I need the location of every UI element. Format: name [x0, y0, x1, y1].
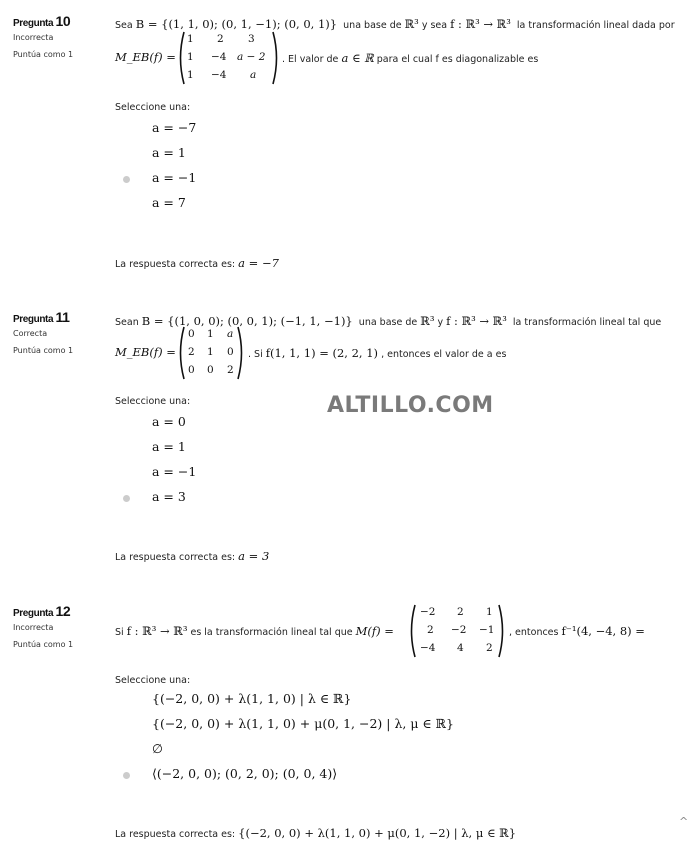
q11-mEB: M_EB(f) =: [115, 345, 176, 359]
matrix-cell: a: [250, 69, 257, 81]
q11-text-and: y: [437, 317, 444, 328]
q10-f-map: f : ℝ³ → ℝ³: [450, 17, 511, 31]
q11-correct-answer: [115, 549, 269, 563]
q11-text-base: una base de: [358, 317, 418, 328]
question-10-state: Incorrecta: [13, 33, 54, 42]
answer-value: a = 3: [238, 549, 270, 563]
q10-option-1[interactable]: a = −7: [152, 120, 197, 135]
question-12-label: [13, 603, 73, 619]
q11-basis: B = {(1, 0, 0); (0, 0, 1); (−1, 1, −1)}: [141, 314, 353, 328]
answer-prefix: La respuesta correcta es:: [115, 259, 236, 270]
matrix-cell: 2: [188, 346, 195, 358]
matrix-cell: 2: [227, 364, 234, 376]
question-11-state: Correcta: [13, 329, 48, 338]
question-word: Pregunta: [13, 18, 54, 29]
question-10-info: [13, 13, 73, 59]
q12-text-end: , entonces: [509, 627, 559, 638]
question-11-grade: Puntúa como 1: [13, 346, 74, 355]
q10-text-valor: . El valor de: [282, 54, 339, 65]
q12-select-prompt: Seleccione una:: [115, 675, 191, 686]
matrix-cell: −2: [420, 606, 436, 618]
q11-f-map: f : ℝ³ → ℝ³: [446, 314, 507, 328]
q11-option-3[interactable]: a = −1: [152, 464, 197, 479]
q12-option-4[interactable]: ⟨(−2, 0, 0); (0, 2, 0); (0, 0, 4)⟩: [152, 766, 338, 781]
q12-radio-selected[interactable]: [123, 772, 130, 779]
q10-mEB: M_EB(f) =: [115, 50, 176, 64]
q10-option-3[interactable]: a = −1: [152, 170, 197, 185]
matrix-cell: a − 2: [237, 51, 266, 63]
question-10-label: [13, 13, 73, 29]
q10-basis: B = {(1, 1, 0); (0, 1, −1); (0, 0, 1)}: [135, 17, 338, 31]
q10-text-base: una base de: [343, 20, 402, 31]
matrix-cell: 2: [217, 33, 224, 45]
q11-r3: ℝ³: [420, 314, 435, 328]
q12-matrix: [408, 603, 506, 659]
matrix-cell: 2: [427, 624, 434, 636]
q12-option-2[interactable]: {(−2, 0, 0) + λ(1, 1, 0) + μ(0, 1, −2) | λ, μ ∈ ℝ}: [152, 716, 454, 731]
q11-matrix-lhs: [115, 345, 176, 359]
q10-correct-answer: [115, 256, 279, 270]
q12-inverse: f⁻¹(4, −4, 8) =: [561, 624, 645, 638]
matrix-cell: 2: [486, 642, 493, 654]
q10-text-end: para el cual f es diagonalizable es: [376, 54, 539, 65]
q10-text-and: y sea: [421, 20, 448, 31]
question-12-state: Incorrecta: [13, 623, 54, 632]
q11-matrix: [177, 325, 245, 381]
matrix-cell: 4: [457, 642, 464, 654]
question-number: 10: [55, 13, 71, 29]
matrix-cell: 1: [187, 33, 194, 45]
q12-option-3[interactable]: ∅: [152, 741, 163, 756]
question-number: 11: [55, 309, 70, 325]
answer-value: {(−2, 0, 0) + λ(1, 1, 0) + μ(0, 1, −2) | λ, μ ∈ ℝ}: [238, 826, 517, 840]
q12-option-1[interactable]: {(−2, 0, 0) + λ(1, 1, 0) | λ ∈ ℝ}: [152, 691, 352, 706]
matrix-cell: 1: [187, 51, 194, 63]
question-12-info: [13, 603, 73, 649]
q11-text-post: la transformación lineal tal que: [512, 317, 662, 328]
q10-r3: ℝ³: [404, 17, 419, 31]
back-to-top-icon[interactable]: ^: [679, 815, 689, 828]
question-10-grade: Puntúa como 1: [13, 50, 74, 59]
q11-statement-line2: [248, 346, 506, 360]
answer-prefix: La respuesta correcta es:: [115, 829, 236, 840]
matrix-cell: −4: [211, 69, 227, 81]
q11-option-2[interactable]: a = 1: [152, 439, 186, 454]
question-11-label: [13, 309, 73, 325]
question-11-info: [13, 309, 73, 355]
q11-text-end: , entonces el valor de a es: [381, 349, 507, 360]
q10-text-post: la transformación lineal dada por: [516, 20, 675, 31]
matrix-cell: −2: [451, 624, 467, 636]
matrix-cell: −4: [420, 642, 436, 654]
q10-select-prompt: Seleccione una:: [115, 102, 191, 113]
q11-select-prompt: Seleccione una:: [115, 396, 191, 407]
question-word: Pregunta: [13, 314, 54, 325]
matrix-cell: 0: [227, 346, 234, 358]
matrix-cell: 2: [457, 606, 464, 618]
q10-option-2[interactable]: a = 1: [152, 145, 186, 160]
q11-text-sean: Sean: [115, 317, 139, 328]
matrix-cell: 3: [248, 33, 255, 45]
matrix-cell: 1: [207, 346, 214, 358]
q12-correct-answer: [115, 826, 516, 840]
matrix-cell: 0: [188, 364, 195, 376]
q10-a-in-r: a ∈ ℝ: [341, 51, 374, 65]
matrix-cell: −1: [479, 624, 495, 636]
matrix-cell: 1: [187, 69, 194, 81]
q11-radio-selected[interactable]: [123, 495, 130, 502]
q10-text-sea: Sea: [115, 20, 133, 31]
q10-statement-line2: [282, 51, 538, 65]
q11-option-1[interactable]: a = 0: [152, 414, 186, 429]
q10-option-4[interactable]: a = 7: [152, 195, 186, 210]
answer-value: a = −7: [238, 256, 279, 270]
matrix-cell: 1: [207, 328, 214, 340]
question-word: Pregunta: [13, 608, 54, 619]
q10-matrix: [177, 30, 280, 86]
matrix-cell: 1: [486, 606, 493, 618]
q12-mf: M(f) =: [355, 624, 394, 638]
q12-statement-left: [115, 624, 394, 638]
q12-text-mid: es la transformación lineal tal que: [190, 627, 353, 638]
q12-text-si: Si: [115, 627, 124, 638]
watermark-logo: ALTILLO.COM: [327, 393, 494, 418]
q12-f-map: f : ℝ³ → ℝ³: [126, 624, 188, 638]
q10-radio-selected[interactable]: [123, 176, 130, 183]
question-12-grade: Puntúa como 1: [13, 640, 74, 649]
matrix-cell: 0: [207, 364, 214, 376]
matrix-cell: 0: [188, 328, 195, 340]
q10-matrix-lhs: [115, 50, 176, 64]
answer-prefix: La respuesta correcta es:: [115, 552, 236, 563]
matrix-cell: −4: [211, 51, 227, 63]
question-number: 12: [55, 603, 71, 619]
q12-statement-right: [509, 624, 645, 638]
matrix-cell: a: [227, 328, 234, 340]
q11-text-si: . Si: [248, 349, 263, 360]
q11-f-value: f(1, 1, 1) = (2, 2, 1): [265, 346, 379, 360]
q10-statement-line1: [115, 17, 675, 31]
q11-option-4[interactable]: a = 3: [152, 489, 186, 504]
